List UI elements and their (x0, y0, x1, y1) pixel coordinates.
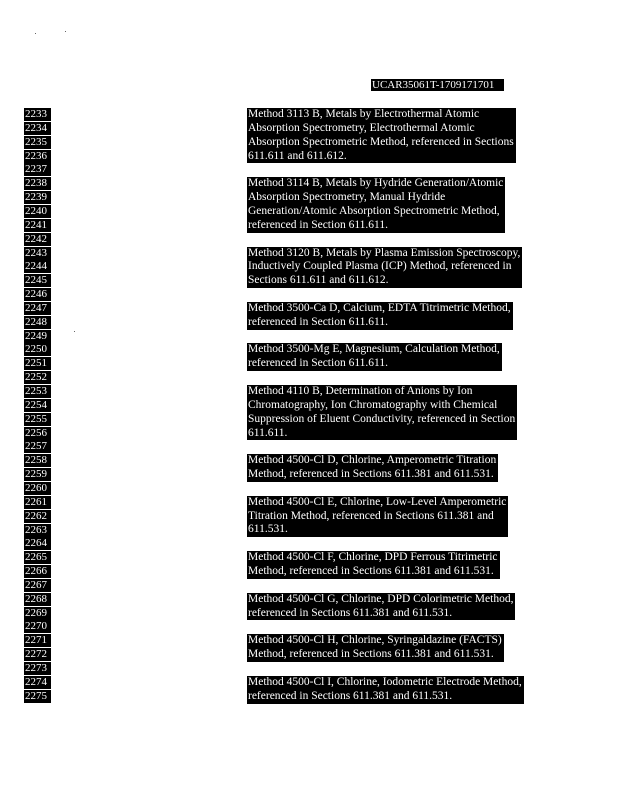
method-text-line: Method 3120 B, Metals by Plasma Emission Spectroscopy, (248, 246, 521, 259)
method-text-line: referenced in Section 611.611. (247, 219, 505, 233)
line-number: 2269 (24, 607, 51, 620)
method-entry (247, 634, 504, 662)
line-number: 2239 (24, 191, 51, 204)
line-number: 2267 (24, 579, 51, 592)
line-number: 2264 (24, 537, 51, 550)
line-number: 2270 (24, 620, 51, 633)
scan-speck (65, 31, 66, 32)
method-entry (247, 247, 522, 289)
line-number: 2240 (24, 205, 51, 218)
line-number: 2275 (24, 690, 51, 703)
scan-speck (35, 33, 36, 34)
line-number: 2247 (24, 302, 51, 315)
method-entry (247, 385, 517, 440)
method-entry (247, 496, 508, 538)
line-number: 2273 (24, 662, 51, 675)
method-text-line: Absorption Spectrometry, Electrothermal Atomic (247, 122, 516, 136)
line-number: 2245 (24, 274, 51, 287)
method-entry (247, 676, 524, 704)
line-number: 2259 (24, 468, 51, 481)
method-entry (247, 593, 515, 621)
method-text-line: Generation/Atomic Absorption Spectrometric Method, (247, 205, 505, 219)
method-text-line: Absorption Spectrometry, Manual Hydride (247, 191, 505, 205)
method-text-line: Chromatography, Ion Chromatography with Chemical (247, 399, 517, 413)
line-number: 2262 (24, 510, 51, 523)
line-number: 2241 (24, 219, 51, 232)
line-number: 2272 (24, 648, 51, 661)
method-text-line: Method, referenced in Sections 611.381 and 611.531. (247, 648, 504, 662)
method-entry (247, 454, 498, 482)
line-number: 2258 (24, 454, 51, 467)
method-text-line: Method 3114 B, Metals by Hydride Generation/Atomic (248, 177, 504, 190)
line-number: 2265 (24, 551, 51, 564)
line-number: 2263 (24, 524, 51, 537)
method-entry (247, 108, 516, 163)
line-number: 2248 (24, 316, 51, 329)
line-number: 2235 (24, 136, 51, 149)
method-text-line: referenced in Sections 611.381 and 611.531. (247, 607, 515, 621)
line-number: 2260 (24, 482, 51, 495)
method-text-line: Method, referenced in Sections 611.381 and 611.531. (247, 565, 500, 579)
method-text-line: 611.611. (247, 427, 517, 441)
line-number: 2271 (24, 634, 51, 647)
line-number: 2243 (24, 247, 51, 260)
line-number: 2242 (24, 233, 51, 246)
method-text-line: Method 4500-Cl I, Chlorine, Iodometric Electrode Method, (248, 675, 522, 688)
scan-speck (74, 331, 75, 332)
line-number: 2252 (24, 371, 51, 384)
line-number: 2256 (24, 427, 51, 440)
method-text-line: referenced in Sections 611.381 and 611.531. (247, 690, 524, 704)
line-number: 2236 (24, 150, 51, 163)
line-number: 2274 (24, 676, 51, 689)
document-id: UCAR35061T-1709171701 (371, 79, 504, 91)
line-number: 2255 (24, 413, 51, 426)
method-text-line: Titration Method, referenced in Sections 611.381 and (247, 510, 508, 524)
line-number: 2237 (24, 163, 51, 176)
method-text-line: 611.611 and 611.612. (247, 150, 516, 164)
line-number: 2261 (24, 496, 51, 509)
method-text-line: Suppression of Eluent Conductivity, referenced in Section (248, 412, 516, 425)
line-number: 2266 (24, 565, 51, 578)
method-entry (247, 343, 502, 371)
line-number: 2268 (24, 593, 51, 606)
method-entry (247, 302, 513, 330)
method-text-line: Method 4500-Cl D, Chlorine, Amperometric Titration (248, 454, 497, 467)
method-text-line: Absorption Spectrometric Method, referenced in Sections (248, 135, 514, 148)
method-text-line: Method 3113 B, Metals by Electrothermal Atomic (247, 108, 516, 122)
line-number: 2244 (24, 260, 51, 273)
method-text-line: 611.531. (247, 523, 508, 537)
method-text-line: Method 3500-Ca D, Calcium, EDTA Titrimetric Method, (248, 301, 511, 314)
line-number: 2233 (24, 108, 51, 121)
line-number: 2257 (24, 440, 51, 453)
method-text-line: Inductively Coupled Plasma (ICP) Method, referenced in (247, 260, 522, 274)
method-text-line: referenced in Section 611.611. (247, 316, 513, 330)
method-text-line: Method 4500-Cl F, Chlorine, DPD Ferrous Titrimetric (248, 551, 498, 564)
line-number: 2251 (24, 357, 51, 370)
line-number: 2253 (24, 385, 51, 398)
line-number: 2250 (24, 343, 51, 356)
method-entry (247, 551, 500, 579)
method-text-line: Method 4500-Cl H, Chlorine, Syringaldazine (FACTS) (248, 634, 502, 647)
line-number: 2254 (24, 399, 51, 412)
method-text-line: Method 4500-Cl E, Chlorine, Low-Level Amperometric (248, 495, 507, 508)
line-number: 2234 (24, 122, 51, 135)
method-entry (247, 177, 505, 232)
method-text-line: referenced in Section 611.611. (247, 357, 502, 371)
method-text-line: Sections 611.611 and 611.612. (247, 274, 522, 288)
method-text-line: Method 4500-Cl G, Chlorine, DPD Colorimetric Method, (248, 592, 514, 605)
line-number: 2249 (24, 330, 51, 343)
method-text-line: Method 3500-Mg E, Magnesium, Calculation Method, (248, 343, 500, 356)
line-number: 2246 (24, 288, 51, 301)
method-text-line: Method, referenced in Sections 611.381 and 611.531. (247, 468, 498, 482)
method-text-line: Method 4110 B, Determination of Anions by Ion (247, 385, 517, 399)
line-number: 2238 (24, 177, 51, 190)
